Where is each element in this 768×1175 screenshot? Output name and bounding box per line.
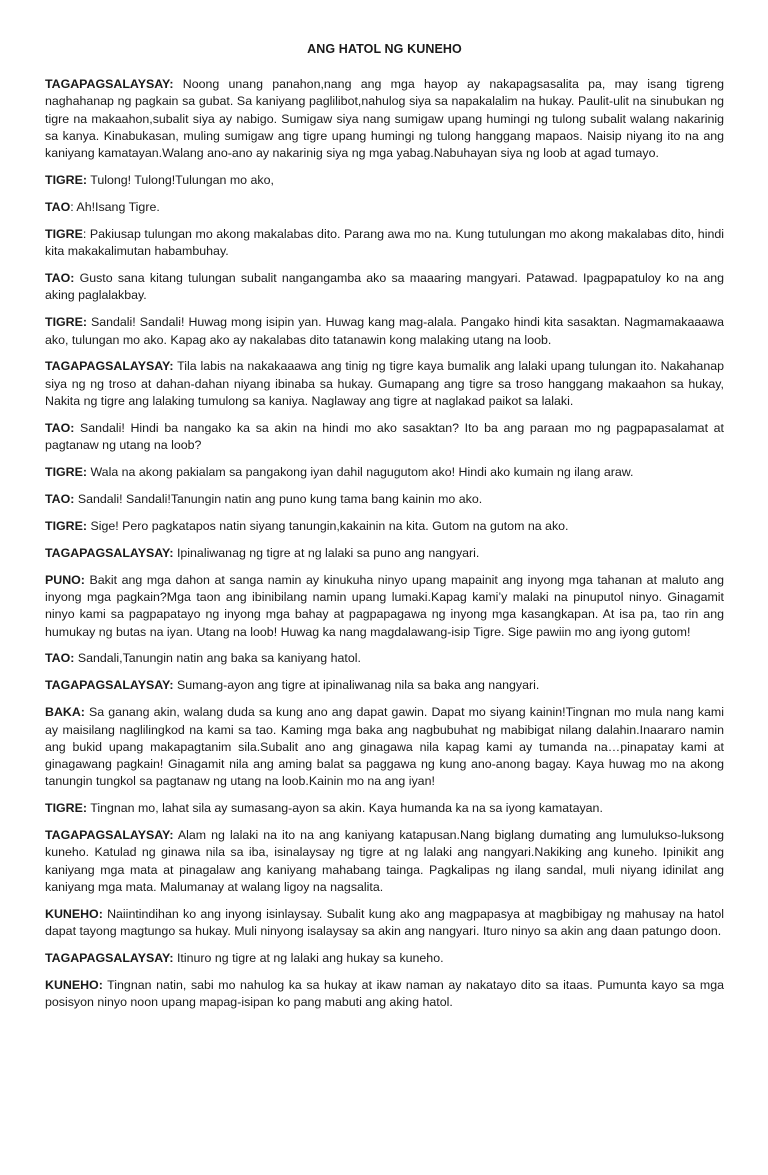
dialogue-text: Tingnan mo, lahat sila ay sumasang-ayon sa akin. Kaya humanda ka na sa iyong kamatayan. [87, 801, 603, 816]
dialogue-paragraph [45, 314, 724, 349]
dialogue-paragraph [45, 358, 724, 410]
dialogue-paragraph [45, 420, 724, 455]
dialogue-text: Sa ganang akin, walang duda sa kung ano ang dapat gawin. Dapat mo siyang kainin!Tingnan mo mula nang kami ay maisilang naglilingkod na kami sa tao. Kaming mga baka ang nagbubuhat ng mabibigat nilang dalahin.Inaararo namin ang bukid upang makapagtanim sila.Subalit ano ang ginagawa nila kapag kami ay tumanda na…pinapatay kami at ginagawang pagkain! Ginagamit nila ang aming balat sa paggawa ng kung ano-anong bagay. Kaya huwag mo na akong tanungin tungkol sa pagtanaw ng utang na loob.Kainin mo na ang iyan! [45, 705, 724, 789]
dialogue-text: Naiintindihan ko ang inyong isinlaysay. Subalit kung ako ang magpapasya at magbibigay ng mahusay na hatol dapat tayong magtungo sa hukay. Muli ninyong isalaysay sa akin ang nangyari. Ituro ninyo sa akin ang daan patungo doon. [45, 906, 724, 939]
dialogue-text: Sandali,Tanungin natin ang baka sa kaniyang hatol. [74, 651, 361, 666]
dialogue-text: Gusto sana kitang tulungan subalit nangangamba ako sa maaaring mangyari. Patawad. Ipagpapatuloy ko na ang aking paglalakbay. [45, 271, 724, 303]
dialogue-text: : Ah!Isang Tigre. [70, 199, 160, 214]
dialogue-text: Wala na akong pakialam sa pangakong iyan dahil nagugutom ako! Hindi ako kumain ng ilang araw. [87, 465, 634, 480]
speaker-label: TAO: [45, 420, 75, 435]
dialogue-text: Sandali! Sandali!Tanungin natin ang puno kung tama bang kainin mo ako. [74, 491, 483, 506]
dialogue-paragraph [45, 518, 724, 535]
speaker-label: TAGAPAGSALAYSAY: [45, 678, 174, 693]
dialogue-paragraph [45, 464, 724, 481]
dialogue-text: Tulong! Tulong!Tulungan mo ako, [87, 173, 274, 188]
speaker-label: TIGRE: [45, 518, 87, 533]
dialogue-text: Tila labis na nakakaaawa ang tinig ng tigre kaya bumalik ang lalaki upang tulungan ito. Nakahanap siya ng ng troso at dahan-dahan niyang ibinaba sa hukay. Gumapang ang tigre sa troso hanggang makaahon sa hukay, Nakita ng tigre ang lalaking tumulong sa kaniya. Naglaway ang tigre at naglakad paikot sa lalaki. [45, 359, 724, 409]
dialogue-paragraph [45, 906, 724, 941]
dialogue-text: Ipinaliwanag ng tigre at ng lalaki sa puno ang nangyari. [173, 545, 480, 560]
speaker-label: TIGRE [45, 226, 83, 241]
speaker-label: TAO [45, 199, 71, 214]
dialogue-text: Sumang-ayon ang tigre at ipinaliwanag nila sa baka ang nangyari. [173, 678, 540, 693]
dialogue-text: Sige! Pero pagkatapos natin siyang tanungin,kakainin na kita. Gutom na gutom na ako. [87, 518, 569, 533]
speaker-label: TAO: [45, 271, 75, 286]
dialogue-text: Alam ng lalaki na ito na ang kaniyang katapusan.Nang biglang dumating ang lumulukso-luksong kuneho. Katulad ng ginawa nila sa iba, isinalaysay ng tigre at ng lalaki ang nangyari.Nakiking ang kuneho. Ipinikit ang kaniyang mga mata at pinagalaw ang kaniyang mahabang tainga. Pagkalipas ng ilang sandal, muli niyang idinilat ang kaniyang mga mata. Malumanay at walang ligoy na nagsalita. [45, 828, 724, 895]
dialogue-text: Noong unang panahon,nang ang mga hayop ay nakapagsasalita pa, may isang tigreng naghahanap ng pagkain sa gubat. Sa kaniyang paglilibot,nahulog siya sa napakalalim na hukay. Paulit-ulit na sinubukan ng tigre na makaahon,subalit siya ay nabigo. Sumigaw siya nang sumigaw upang humingi ng tulong subalit walang nakarinig sa kanya. Kinabukasan, muling sumigaw ang tigre upang humingi ng tulong hanggang mapaos. Naisip niyang ito na ang kaniyang kamatayan.Walang ano-ano ay nakarinig siya ng mga yabag.Nabuhayan siya ng loob at agad tumayo. [45, 77, 724, 161]
speaker-label: KUNEHO: [45, 906, 103, 921]
speaker-label: BAKA: [45, 705, 85, 720]
dialogue-paragraph [45, 545, 724, 562]
speaker-label: TIGRE: [45, 173, 87, 188]
speaker-label: TAGAPAGSALAYSAY: [45, 951, 174, 966]
dialogue-paragraph [45, 950, 724, 967]
speaker-label: TAGAPAGSALAYSAY: [45, 828, 174, 843]
speaker-label: TIGRE: [45, 801, 87, 816]
speaker-label: KUNEHO: [45, 978, 103, 993]
dialogue-paragraph [45, 172, 724, 189]
story-body [45, 76, 724, 1012]
dialogue-text: Sandali! Hindi ba nangako ka sa akin na hindi mo ako sasaktan? Ito ba ang paraan mo ng pagpapasalamat at pagtanaw ng utang na loob? [45, 420, 724, 453]
speaker-label: TAGAPAGSALAYSAY: [45, 77, 174, 91]
dialogue-text: Bakit ang mga dahon at sanga namin ay kinukuha ninyo upang mapainit ang inyong mga tahanan at maluto ang inyong mga pagkain?Mga taon ang ibinibilang namin upang lumaki.Kapag kami’y malaki na pinuputol ninyo. Ginagamit ninyo kami sa pagpapatayo ng inyong mga bahay at pagpapagawa ng inyong mga kasangkapan. At isa pa, tao rin ang humukay ng butas na iyan. Utang na loob! Huwag ka nang magdalawang-isip Tigre. Sige pawiin mo ang iyong gutom! [45, 572, 724, 639]
speaker-label: TAGAPAGSALAYSAY: [45, 359, 174, 374]
dialogue-paragraph [45, 491, 724, 508]
speaker-label: TAO: [45, 491, 75, 506]
dialogue-paragraph [45, 677, 724, 694]
dialogue-paragraph [45, 270, 724, 305]
dialogue-paragraph [45, 800, 724, 817]
speaker-label: TAO: [45, 651, 75, 666]
dialogue-paragraph [45, 827, 724, 896]
dialogue-text: Itinuro ng tigre at ng lalaki ang hukay sa kuneho. [173, 951, 444, 966]
speaker-label: TAGAPAGSALAYSAY: [45, 545, 174, 560]
document-title: ANG HATOL NG KUNEHO [307, 42, 462, 56]
dialogue-text: Sandali! Sandali! Huwag mong isipin yan. Huwag kang mag-alala. Pangako hindi kita sasaktan. Nagmamakaaawa ako, tulungan mo ako. Kapag ako ay nakalabas dito tatanawin kong malaking utang na loob. [45, 315, 724, 347]
speaker-label: TIGRE: [45, 465, 87, 480]
dialogue-paragraph [45, 650, 724, 667]
dialogue-paragraph [45, 704, 724, 790]
dialogue-paragraph [45, 226, 724, 261]
dialogue-paragraph [45, 76, 724, 162]
dialogue-paragraph [45, 199, 724, 216]
dialogue-paragraph [45, 977, 724, 1012]
dialogue-text: : Pakiusap tulungan mo akong makalabas dito. Parang awa mo na. Kung tutulungan mo akong makalabas dito, hindi kita makakalimutan habambuhay. [45, 226, 724, 259]
speaker-label: PUNO: [45, 572, 85, 587]
dialogue-paragraph [45, 572, 724, 641]
speaker-label: TIGRE: [45, 315, 87, 330]
dialogue-text: Tingnan natin, sabi mo nahulog ka sa hukay at ikaw naman ay nakatayo dito sa itaas. Pumunta kayo sa mga posisyon ninyo noon upang mapag-isipan ko pang mabuti ang aking hatol. [45, 978, 724, 1010]
